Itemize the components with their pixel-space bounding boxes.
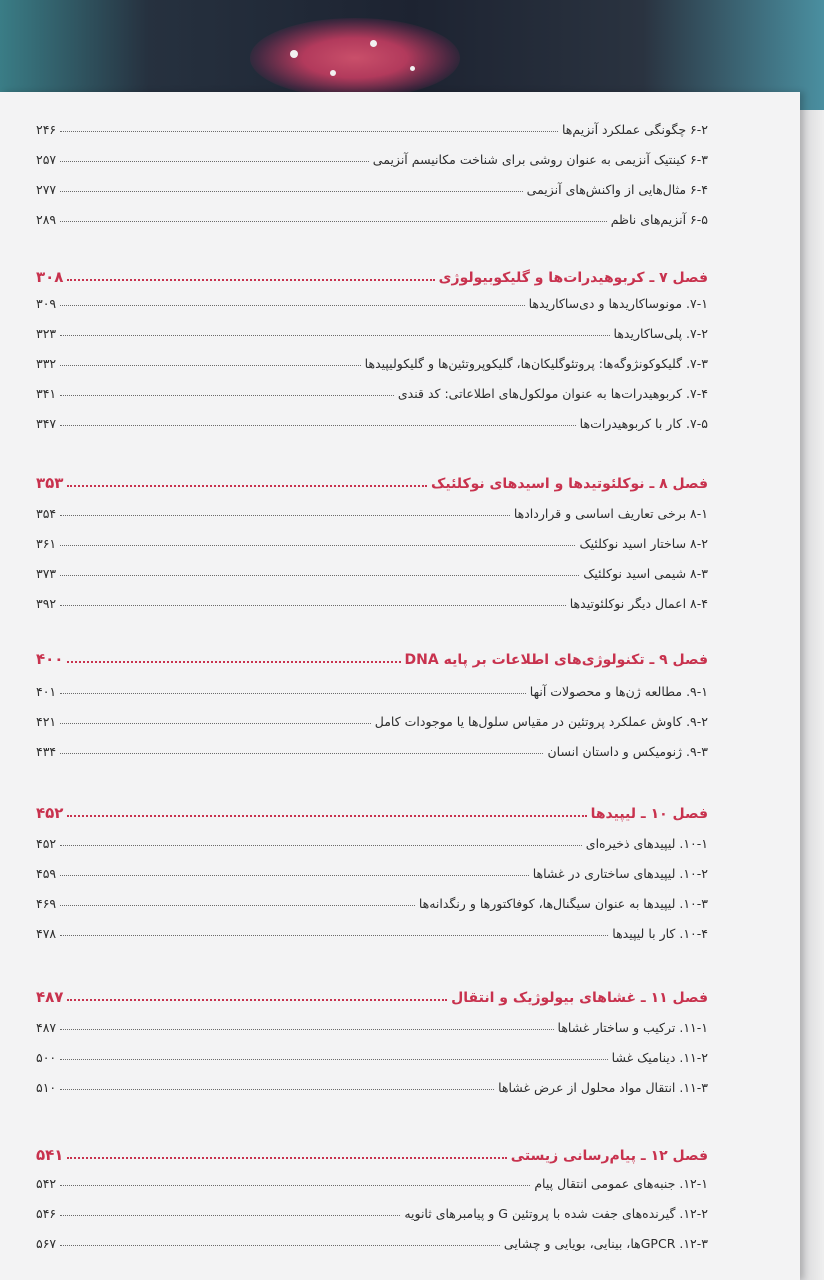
entry-page-number: ۴۵۹ xyxy=(36,866,57,881)
toc-entry xyxy=(36,349,708,371)
dot-leader xyxy=(60,161,369,162)
entry-page-number: ۳۴۱ xyxy=(36,386,57,401)
toc-entry xyxy=(36,115,708,137)
dot-leader xyxy=(60,753,543,754)
dot-leader xyxy=(60,1185,530,1186)
dot-leader xyxy=(60,221,607,222)
dot-leader xyxy=(60,723,371,724)
entry-title: ۱۰-۴. کار با لیپیدها xyxy=(612,926,708,941)
entry-title: ۸-۲ ساختار اسید نوکلئیک xyxy=(579,536,708,551)
chapter-page-number: ۳۵۳ xyxy=(36,474,64,492)
entry-title: ۷-۴. کربوهیدرات‌ها به عنوان مولکول‌های اطلاعاتی: کد قندی xyxy=(397,386,708,401)
toc-entry xyxy=(36,1013,708,1035)
toc-entry xyxy=(36,175,708,197)
entry-title: ۹-۱. مطالعه ژن‌ها و محصولات آنها xyxy=(529,684,708,699)
cover-illustration-speck xyxy=(290,50,298,58)
chapter-title: فصل ۹ ـ تکنولوژی‌های اطلاعات بر پایه DNA xyxy=(404,652,708,668)
entry-title: ۸-۴ اعمال دیگر نوکلئوتیدها xyxy=(569,596,708,611)
entry-title: ۹-۲. کاوش عملکرد پروتئین در مقیاس سلول‌ها یا موجودات کامل xyxy=(374,714,708,729)
entry-title: ۷-۱. مونوساکاریدها و دی‌ساکاریدها xyxy=(528,296,708,311)
toc-entry xyxy=(36,559,708,581)
entry-page-number: ۳۴۷ xyxy=(36,416,57,431)
chapter-page-number: ۵۴۱ xyxy=(36,1146,64,1164)
chapter-page-number: ۴۸۷ xyxy=(36,988,64,1006)
entry-page-number: ۴۵۲ xyxy=(36,836,57,851)
entry-page-number: ۵۰۰ xyxy=(36,1050,57,1065)
toc-entry xyxy=(36,1199,708,1221)
chapter-page-number: ۳۰۸ xyxy=(36,268,64,286)
chapter-heading xyxy=(36,982,708,1006)
dot-leader xyxy=(67,485,427,487)
cover-illustration-speck xyxy=(330,70,336,76)
dot-leader xyxy=(60,131,558,132)
entry-title: ۶-۴ مثال‌هایی از واکنش‌های آنزیمی xyxy=(526,182,708,197)
entry-title: ۱۲-۲. گیرنده‌های جفت شده با پروتئین G و پیامبرهای ثانویه xyxy=(404,1206,708,1221)
entry-title: ۶-۲ چگونگی عملکرد آنزیم‌ها xyxy=(562,122,708,137)
toc-entry xyxy=(36,589,708,611)
entry-page-number: ۴۸۷ xyxy=(36,1020,57,1035)
page-stack-edge xyxy=(800,110,824,1280)
entry-title: ۱۲-۱. جنبه‌های عمومی انتقال پیام xyxy=(534,1176,708,1191)
toc-entry xyxy=(36,289,708,311)
entry-title: ۱۰-۲. لیپیدهای ساختاری در غشاها xyxy=(532,866,708,881)
dot-leader xyxy=(60,515,510,516)
toc-entry xyxy=(36,499,708,521)
entry-title: ۷-۲. پلی‌ساکاریدها xyxy=(613,326,708,341)
chapter-title: فصل ۱۲ ـ پیام‌رسانی زیستی xyxy=(510,1148,708,1164)
toc-entry xyxy=(36,1229,708,1251)
dot-leader xyxy=(60,845,582,846)
toc-entry xyxy=(36,409,708,431)
entry-page-number: ۵۶۷ xyxy=(36,1236,57,1251)
entry-page-number: ۵۴۲ xyxy=(36,1176,57,1191)
chapter-heading xyxy=(36,468,708,492)
entry-page-number: ۳۷۳ xyxy=(36,566,57,581)
dot-leader xyxy=(60,1089,494,1090)
entry-title: ۱۲-۳. GPCRها، بینایی، بویایی و چشایی xyxy=(503,1236,708,1251)
chapter-page-number: ۴۰۰ xyxy=(36,650,64,668)
dot-leader xyxy=(60,605,566,606)
entry-title: ۸-۳ شیمی اسید نوکلئیک xyxy=(583,566,708,581)
entry-title: ۷-۵. کار با کربوهیدرات‌ها xyxy=(579,416,708,431)
dot-leader xyxy=(60,365,361,366)
entry-title: ۱۱-۱. ترکیب و ساختار غشاها xyxy=(557,1020,708,1035)
entry-title: ۱۱-۳. انتقال مواد محلول از عرض غشاها xyxy=(498,1080,708,1095)
dot-leader xyxy=(60,1215,400,1216)
dot-leader xyxy=(67,1157,506,1159)
entry-title: ۱۱-۲. دینامیک غشا xyxy=(611,1050,708,1065)
toc-entry xyxy=(36,145,708,167)
toc-entry xyxy=(36,529,708,551)
entry-page-number: ۵۱۰ xyxy=(36,1080,57,1095)
entry-page-number: ۴۷۸ xyxy=(36,926,57,941)
dot-leader xyxy=(60,875,529,876)
entry-title: ۶-۵ آنزیم‌های ناظم xyxy=(610,212,708,227)
entry-page-number: ۴۰۱ xyxy=(36,684,57,699)
chapter-title: فصل ۸ ـ نوکلئوتیدها و اسیدهای نوکلئیک xyxy=(431,476,708,492)
chapter-heading xyxy=(36,262,708,286)
toc-entry xyxy=(36,829,708,851)
entry-page-number: ۳۵۴ xyxy=(36,506,57,521)
chapter-title: فصل ۷ ـ کربوهیدرات‌ها و گلیکوبیولوژی xyxy=(438,270,708,286)
chapter-heading xyxy=(36,1140,708,1164)
dot-leader xyxy=(60,693,526,694)
dot-leader xyxy=(67,279,434,281)
toc-page xyxy=(0,92,800,1280)
dot-leader xyxy=(60,1059,607,1060)
entry-page-number: ۳۹۲ xyxy=(36,596,57,611)
toc-entry xyxy=(36,1073,708,1095)
entry-title: ۱۰-۳. لیپیدها به عنوان سیگنال‌ها، کوفاکتورها و رنگدانه‌ها xyxy=(418,896,708,911)
chapter-page-number: ۴۵۲ xyxy=(36,804,64,822)
dot-leader xyxy=(67,999,447,1001)
entry-title: ۹-۳. ژنومیکس و داستان انسان xyxy=(547,744,708,759)
toc-entry xyxy=(36,859,708,881)
dot-leader xyxy=(60,1029,553,1030)
cover-illustration-speck xyxy=(370,40,377,47)
dot-leader xyxy=(60,335,609,336)
toc-entry xyxy=(36,379,708,401)
entry-page-number: ۳۰۹ xyxy=(36,296,57,311)
toc-entry xyxy=(36,319,708,341)
dot-leader xyxy=(60,575,579,576)
toc-entry xyxy=(36,737,708,759)
entry-page-number: ۳۳۲ xyxy=(36,356,57,371)
dot-leader xyxy=(60,305,524,306)
chapter-heading xyxy=(36,644,708,668)
entry-title: ۸-۱ برخی تعاریف اساسی و قراردادها xyxy=(513,506,708,521)
entry-page-number: ۴۶۹ xyxy=(36,896,57,911)
dot-leader xyxy=(60,1245,500,1246)
entry-page-number: ۵۴۶ xyxy=(36,1206,57,1221)
toc-entry xyxy=(36,889,708,911)
toc-entry xyxy=(36,205,708,227)
toc-entry xyxy=(36,677,708,699)
dot-leader xyxy=(67,661,400,663)
dot-leader xyxy=(60,191,523,192)
chapter-title: فصل ۱۱ ـ غشاهای بیولوژیک و انتقال xyxy=(451,990,708,1006)
toc-entry xyxy=(36,707,708,729)
toc-entry xyxy=(36,1043,708,1065)
entry-page-number: ۳۲۳ xyxy=(36,326,57,341)
entry-page-number: ۲۴۶ xyxy=(36,122,57,137)
dot-leader xyxy=(60,425,576,426)
entry-title: ۱۰-۱. لیپیدهای ذخیره‌ای xyxy=(585,836,708,851)
dot-leader xyxy=(60,935,608,936)
dot-leader xyxy=(60,395,394,396)
toc-entry xyxy=(36,1169,708,1191)
entry-title: ۷-۳. گلیکوکونژوگه‌ها: پروتئوگلیکان‌ها، گلیکوپروتئین‌ها و گلیکولیپیدها xyxy=(364,356,708,371)
entry-page-number: ۲۵۷ xyxy=(36,152,57,167)
entry-title: ۶-۳ کینتیک آنزیمی به عنوان روشی برای شناخت مکانیسم آنزیمی xyxy=(372,152,708,167)
entry-page-number: ۳۶۱ xyxy=(36,536,57,551)
toc-entry xyxy=(36,919,708,941)
chapter-heading xyxy=(36,798,708,822)
dot-leader xyxy=(67,815,586,817)
chapter-title: فصل ۱۰ ـ لیپیدها xyxy=(590,806,708,822)
entry-page-number: ۴۳۴ xyxy=(36,744,57,759)
entry-page-number: ۲۷۷ xyxy=(36,182,57,197)
cover-illustration-blob xyxy=(250,18,460,98)
cover-illustration-speck xyxy=(410,66,415,71)
dot-leader xyxy=(60,545,575,546)
entry-page-number: ۲۸۹ xyxy=(36,212,57,227)
entry-page-number: ۴۲۱ xyxy=(36,714,57,729)
dot-leader xyxy=(60,905,415,906)
table-of-contents xyxy=(0,92,800,1280)
